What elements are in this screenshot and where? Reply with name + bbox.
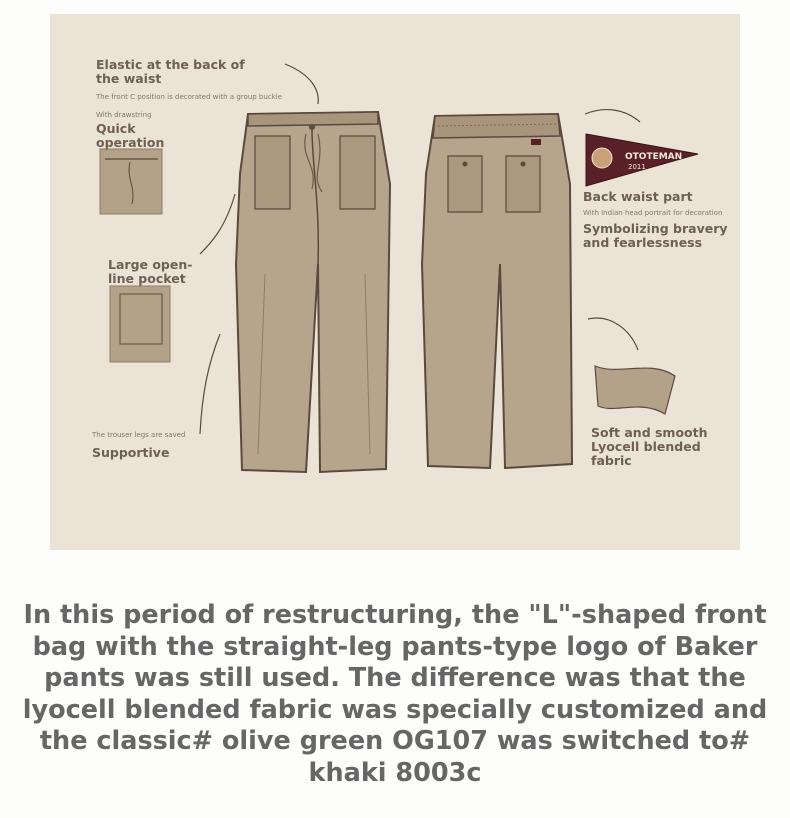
label-fabric: Soft and smooth Lyocell blended fabric — [591, 425, 708, 468]
pocket-detail-thumb — [110, 286, 170, 362]
label-elastic-waist: Elastic at the back of the waist — [96, 57, 245, 86]
label-front-buckle: The front C position is decorated with a group buckle — [96, 93, 282, 101]
pennant-year-text: 2011 — [628, 163, 646, 171]
label-drawstring: With drawstring — [96, 111, 152, 119]
label-open-pocket: Large open-line pocket — [108, 257, 193, 286]
label-legs-saved: The trouser legs are saved — [92, 431, 186, 439]
label-back-waist: Back waist part — [583, 189, 693, 204]
pennant-brand-text: OTOTEMAN — [625, 152, 683, 162]
label-supportive: Supportive — [92, 445, 170, 460]
description-caption: In this period of restructuring, the "L"-shaped front bag with the straight-leg pants-type logo of Baker pants was still used. The difference was that the lyocell blended fabric was specially customized and the classic# olive green OG107 was switched to# khaki 8003c — [22, 600, 768, 788]
illustration-panel — [50, 14, 740, 550]
pennant-logo-icon — [586, 134, 698, 186]
button-icon — [309, 124, 315, 130]
fabric-swatch — [595, 366, 675, 414]
label-quick-operation: Quick operation — [96, 121, 165, 150]
label-bravery: Symbolizing bravery and fearlessness — [583, 221, 728, 250]
back-pants — [422, 114, 572, 468]
front-pants — [236, 112, 390, 472]
label-indian-head: With Indian head portrait for decoration — [583, 209, 723, 217]
back-tag-icon — [531, 139, 541, 145]
waist-detail-thumb — [100, 149, 162, 214]
